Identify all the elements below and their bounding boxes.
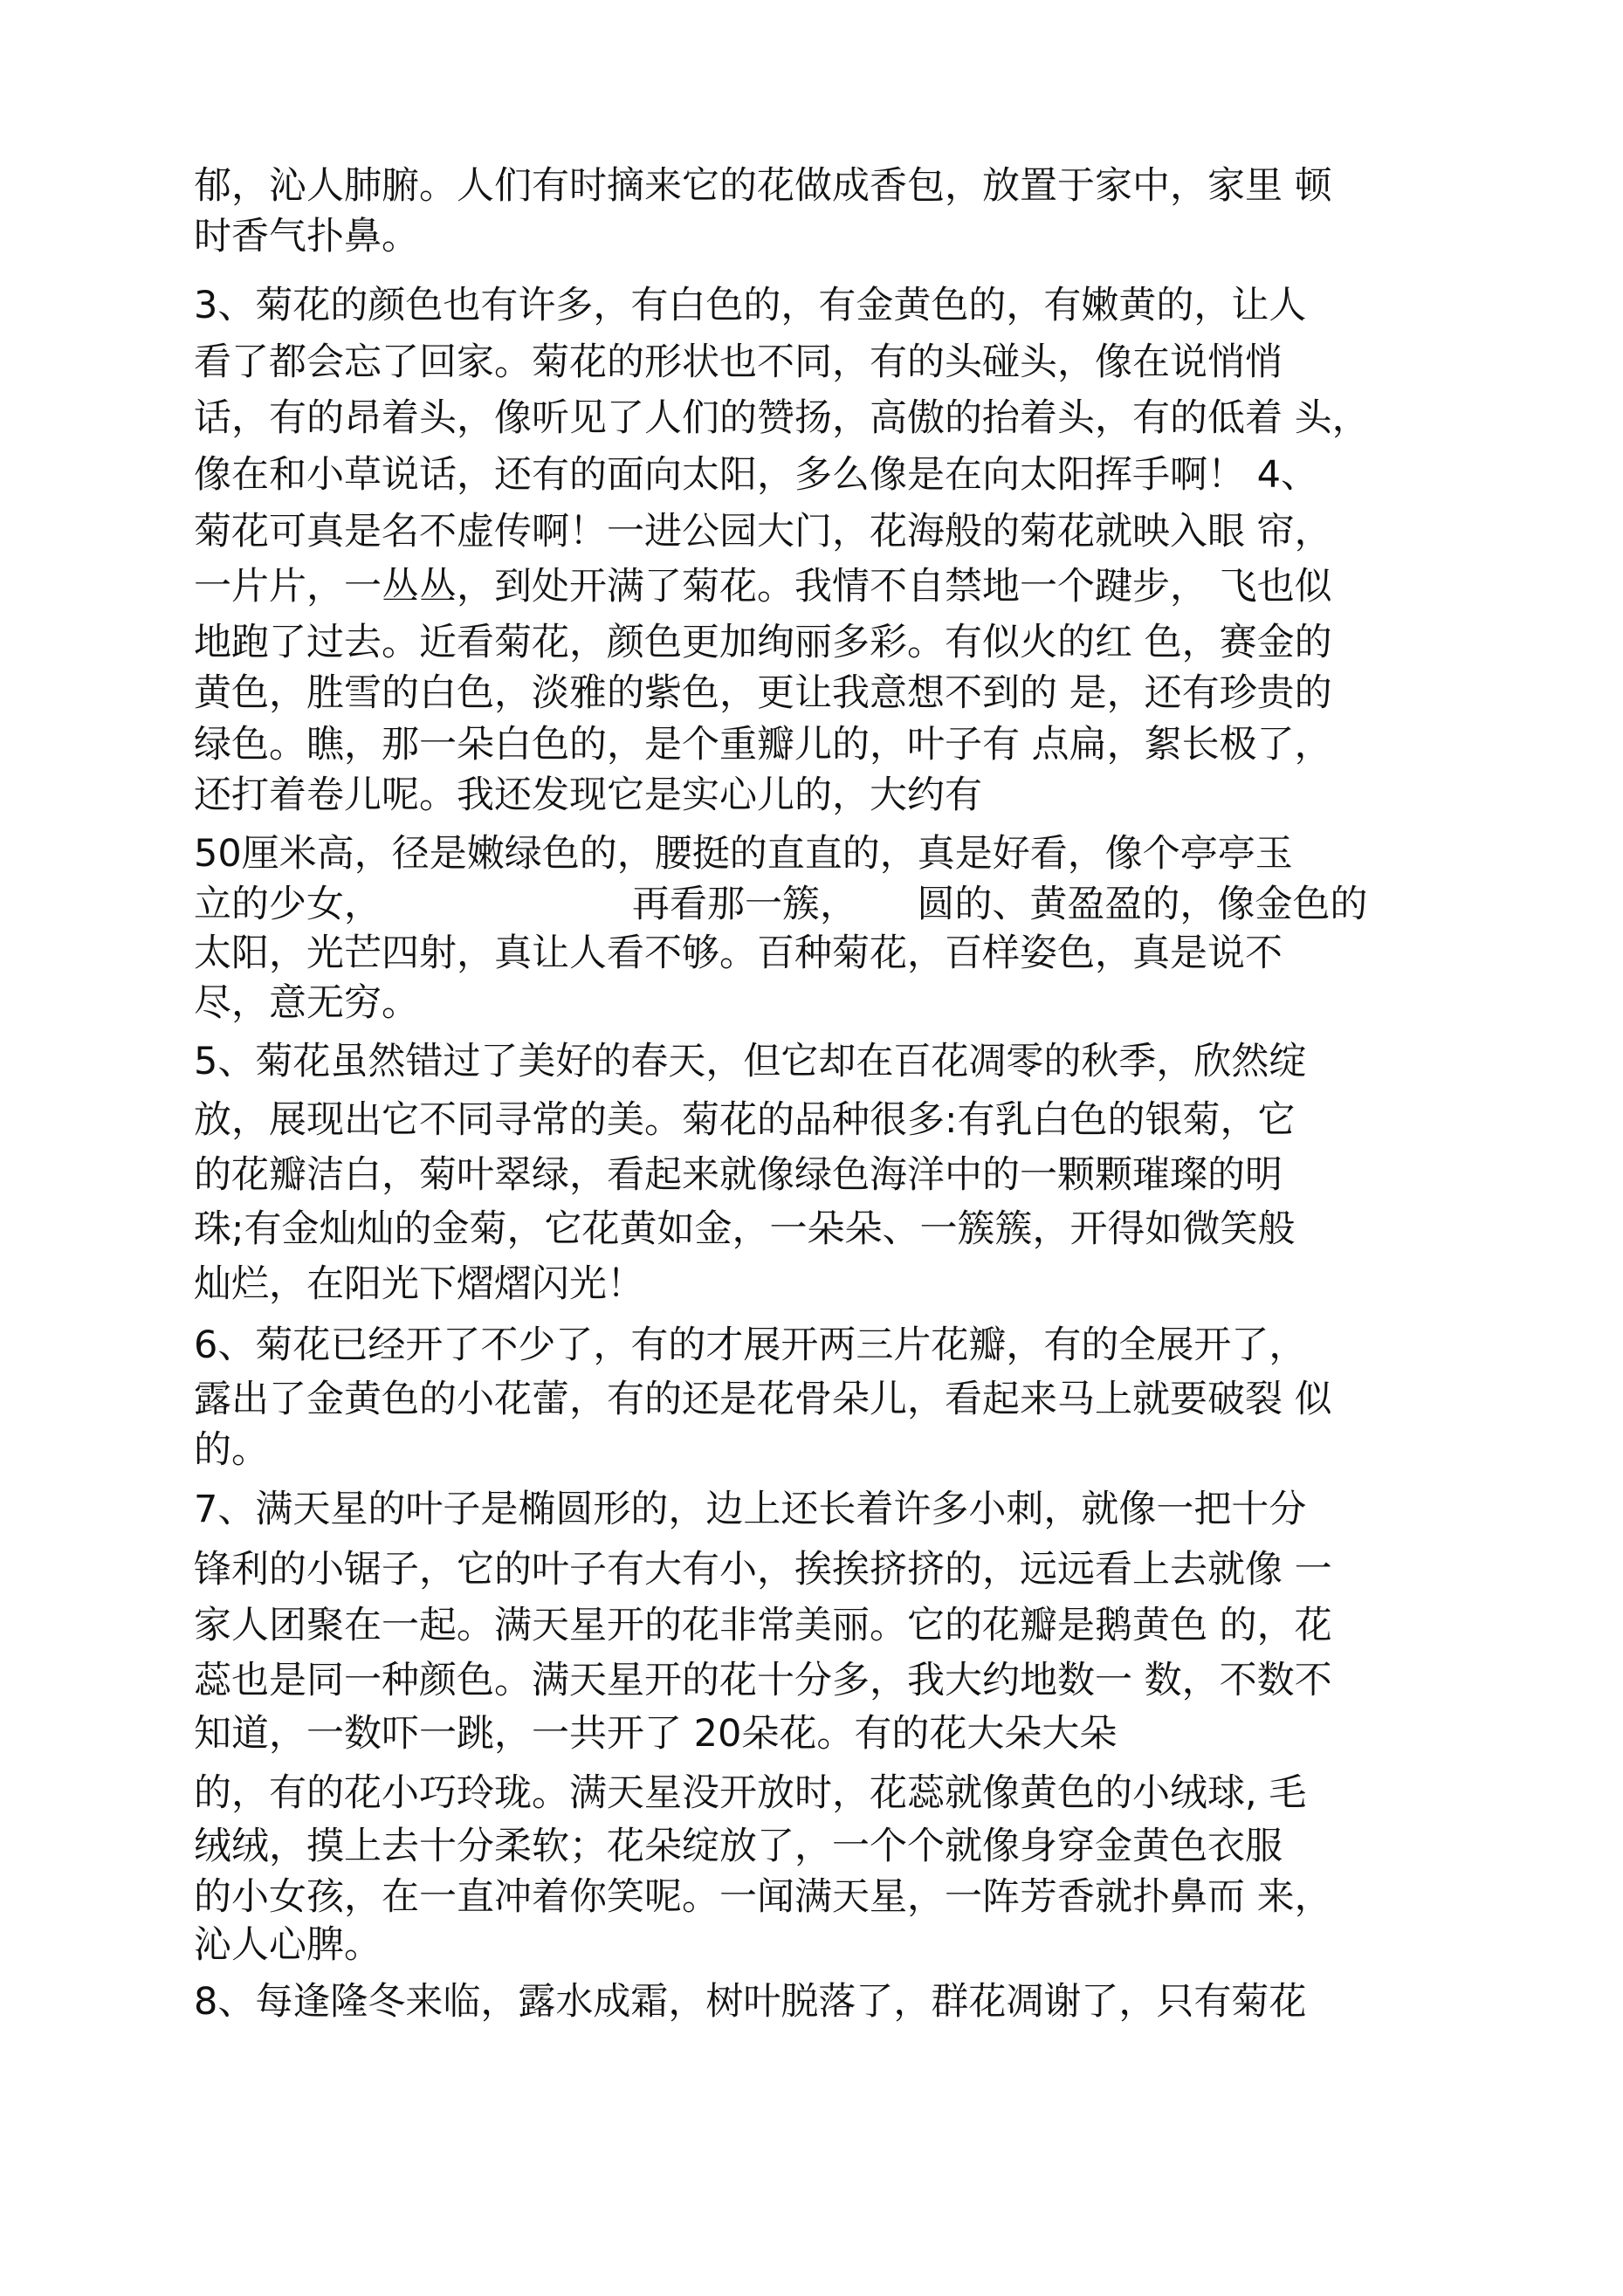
text-line: 黄色，胜雪的白色，淡雅的紫色，更让我意想不到的 是，还有珍贵的 [194, 671, 1332, 715]
text-line: 7、满天星的叶子是椭圆形的，边上还长着许多小刺，就像一把十分 [194, 1488, 1307, 1531]
text-line: 的，有的花小巧玲珑。满天星没开放时，花蕊就像黄色的小绒球, 毛 [194, 1771, 1307, 1815]
text-line: 立的少女， 再看那一簇， 圆的、黄盈盈的，像金色的 [194, 883, 1368, 926]
text-line: 看了都会忘了回家。菊花的形状也不同，有的头碰头，像在说悄悄 [194, 340, 1283, 384]
text-line: 尽，意无穷。 [194, 981, 419, 1025]
text-line: 一片片，一丛丛，到处开满了菊花。我情不自禁地一个踺步， 飞也似 [194, 565, 1332, 608]
text-line: 露出了金黄色的小花蕾，有的还是花骨朵儿，看起来马上就要破裂 似 [194, 1378, 1332, 1421]
text-line: 菊花可真是名不虚传啊！一进公园大门，花海般的菊花就映入眼 帘， [194, 510, 1332, 553]
text-line: 的小女孩，在一直冲着你笑呢。一闻满天星，一阵芳香就扑鼻而 来， [194, 1875, 1332, 1919]
text-line: 蕊也是同一种颜色。满天星开的花十分多，我大约地数一 数，不数不 [194, 1659, 1332, 1702]
text-line: 还打着卷儿呢。我还发现它是实心儿的，大约有 [194, 773, 982, 817]
text-line: 的。 [194, 1428, 269, 1472]
text-line: 像在和小草说话，还有的面向太阳，多么像是在向太阳挥手啊！ 4、 [194, 453, 1319, 497]
text-line: 郁，沁人肺腑。人们有时摘来它的花做成香包，放置于家中，家里 顿 [194, 164, 1332, 208]
text-line: 时香气扑鼻。 [194, 215, 419, 258]
text-line: 绿色。瞧，那一朵白色的，是个重瓣儿的，叶子有 点扁，絮长极了， [194, 723, 1332, 766]
text-line: 知道，一数吓一跳，一共开了 20朵花。有的花大朵大朵 [194, 1712, 1118, 1756]
text-line: 家人团聚在一起。满天星开的花非常美丽。它的花瓣是鹅黄色 的，花 [194, 1604, 1332, 1647]
text-line: 5、菊花虽然错过了美好的春天，但它却在百花凋零的秋季，欣然绽 [194, 1040, 1307, 1083]
text-line: 灿烂，在阳光下熠熠闪光！ [194, 1262, 644, 1306]
text-line: 8、每逢隆冬来临，露水成霜，树叶脱落了，群花凋谢了，只有菊花 [194, 1980, 1307, 2024]
text-line: 放，展现出它不同寻常的美。菊花的品种很多:有乳白色的银菊，它 [194, 1098, 1296, 1142]
text-line: 沁人心脾。 [194, 1923, 382, 1967]
text-line: 太阳，光芒四射，真让人看不够。百种菊花，百样姿色，真是说不 [194, 931, 1283, 975]
text-line: 珠;有金灿灿的金菊，它花黄如金，一朵朵、一簇簇，开得如微笑般 [194, 1207, 1296, 1251]
text-line: 绒绒，摸上去十分柔软；花朵绽放了，一个个就像身穿金黄色衣服 [194, 1825, 1283, 1868]
text-line: 6、菊花已经开了不少了，有的才展开两三片花瓣，有的全展开了， [194, 1323, 1307, 1367]
text-line: 50厘米高，径是嫩绿色的，腰挺的直直的，真是好看，像个亭亭玉 [194, 832, 1293, 876]
text-line: 锋利的小锯子，它的叶子有大有小，挨挨挤挤的，远远看上去就像 一 [194, 1548, 1332, 1591]
text-line: 3、菊花的颜色也有许多，有白色的，有金黄色的，有嫩黄的，让人 [194, 284, 1307, 327]
text-line: 地跑了过去。近看菊花，颜色更加绚丽多彩。有似火的红 色，赛金的 [194, 621, 1332, 664]
text-line: 话，有的昂着头，像听见了人们的赞扬，高傲的抬着头，有的低着 头， [194, 396, 1370, 440]
text-line: 的花瓣洁白，菊叶翠绿，看起来就像绿色海洋中的一颗颗璀璨的明 [194, 1153, 1283, 1197]
